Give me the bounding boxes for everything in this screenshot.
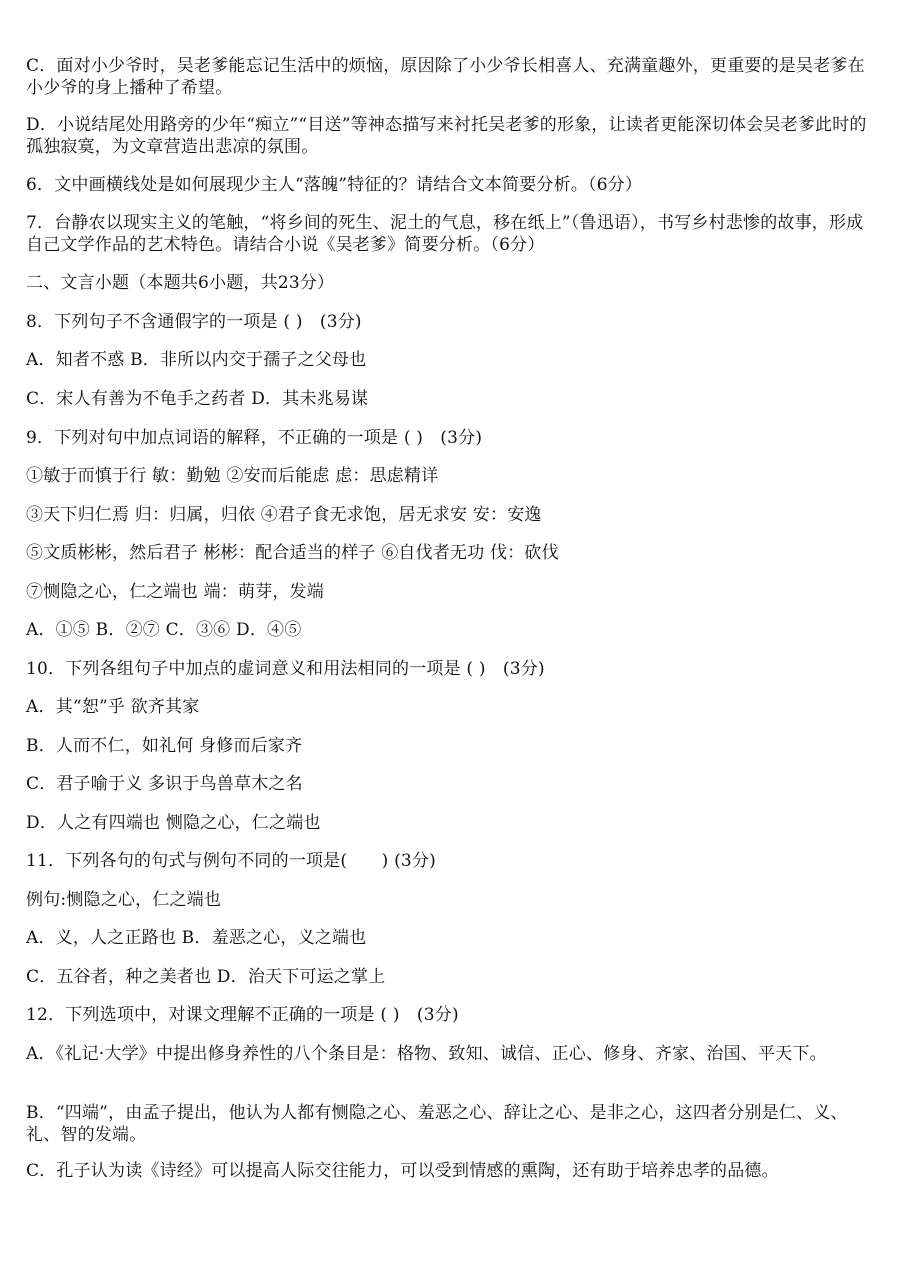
q9-item-7: ⑦恻隐之心，仁之端也 端：萌芽，发端 (26, 582, 325, 602)
question-8: 8．下列句子不含通假字的一项是 ( ) (3分) (26, 312, 362, 332)
question-9: 9．下列对句中加点词语的解释，不正确的一项是 ( ) (3分) (26, 428, 483, 448)
q10-option-a: A．其“恕”乎 欲齐其家 (26, 697, 200, 717)
q10-option-d: D．人之有四端也 恻隐之心，仁之端也 (26, 813, 321, 833)
question-7: 7．台静农以现实主义的笔触，“将乡间的死生、泥土的气息，移在纸上”（鲁迅语），书写乡村悲惨的故事，形成自己文学作品的艺术特色。请结合小说《吴老爹》简要分析。（6分） (26, 213, 864, 255)
question-10: 10．下列各组句子中加点的虚词意义和用法相同的一项是 ( ) (3分) (26, 659, 545, 679)
q5-option-c: C．面对小少爷时，吴老爹能忘记生活中的烦恼，原因除了小少爷长相喜人、充满童趣外，更重要的是吴老爹在小少爷的身上播种了希望。 (26, 56, 865, 98)
q9-items-1-2: ①敏于而慎于行 敏：勤勉 ②安而后能虑 虑：思虑精详 (26, 466, 439, 486)
q12-option-b: B．“四端”，由孟子提出，他认为人都有恻隐之心、羞恶之心、辞让之心、是非之心，这四者分别是仁、义、礼、智的发端。 (26, 1103, 848, 1145)
q12-option-c: C．孔子认为读《诗经》可以提高人际交往能力，可以受到情感的熏陶，还有助于培养忠孝的品德。 (26, 1161, 779, 1181)
question-11: 11．下列各句的句式与例句不同的一项是( ) (3分) (26, 851, 436, 871)
q11-options-ab: A．义，人之正路也 B．羞恶之心，义之端也 (26, 928, 367, 948)
q11-example-sentence: 例句:恻隐之心，仁之端也 (26, 890, 222, 910)
question-6: 6．文中画横线处是如何展现少主人“落魄”特征的？请结合文本简要分析。（6分） (26, 175, 643, 195)
q8-options-ab: A．知者不惑 B．非所以内交于孺子之父母也 (26, 350, 367, 370)
q9-items-5-6: ⑤文质彬彬，然后君子 彬彬：配合适当的样子 ⑥自伐者无功 伐：砍伐 (26, 543, 559, 563)
q9-options: A．①⑤ B．②⑦ C．③⑥ D．④⑤ (26, 620, 302, 640)
q8-options-cd: C．宋人有善为不龟手之药者 D．其未兆易谋 (26, 389, 369, 409)
q10-option-b: B．人而不仁，如礼何 身修而后家齐 (26, 736, 303, 756)
q10-option-c: C．君子喻于义 多识于鸟兽草木之名 (26, 774, 303, 794)
q12-option-a: A．《礼记·大学》中提出修身养性的八个条目是：格物、致知、诚信、正心、修身、齐家、治国、平天下。 (26, 1044, 827, 1064)
q5-option-d: D．小说结尾处用路旁的少年“痴立”“目送”等神态描写来衬托吴老爹的形象，让读者更能深切体会吴老爹此时的孤独寂寞，为文章营造出悲凉的氛围。 (26, 115, 867, 157)
question-12: 12．下列选项中，对课文理解不正确的一项是 ( ) (3分) (26, 1005, 459, 1025)
q11-options-cd: C．五谷者，种之美者也 D．治天下可运之掌上 (26, 967, 386, 987)
q9-items-3-4: ③天下归仁焉 归：归属，归依 ④君子食无求饱，居无求安 安：安逸 (26, 505, 542, 525)
section-heading-classical-chinese: 二、文言小题（本题共6小题，共23分） (26, 273, 335, 293)
